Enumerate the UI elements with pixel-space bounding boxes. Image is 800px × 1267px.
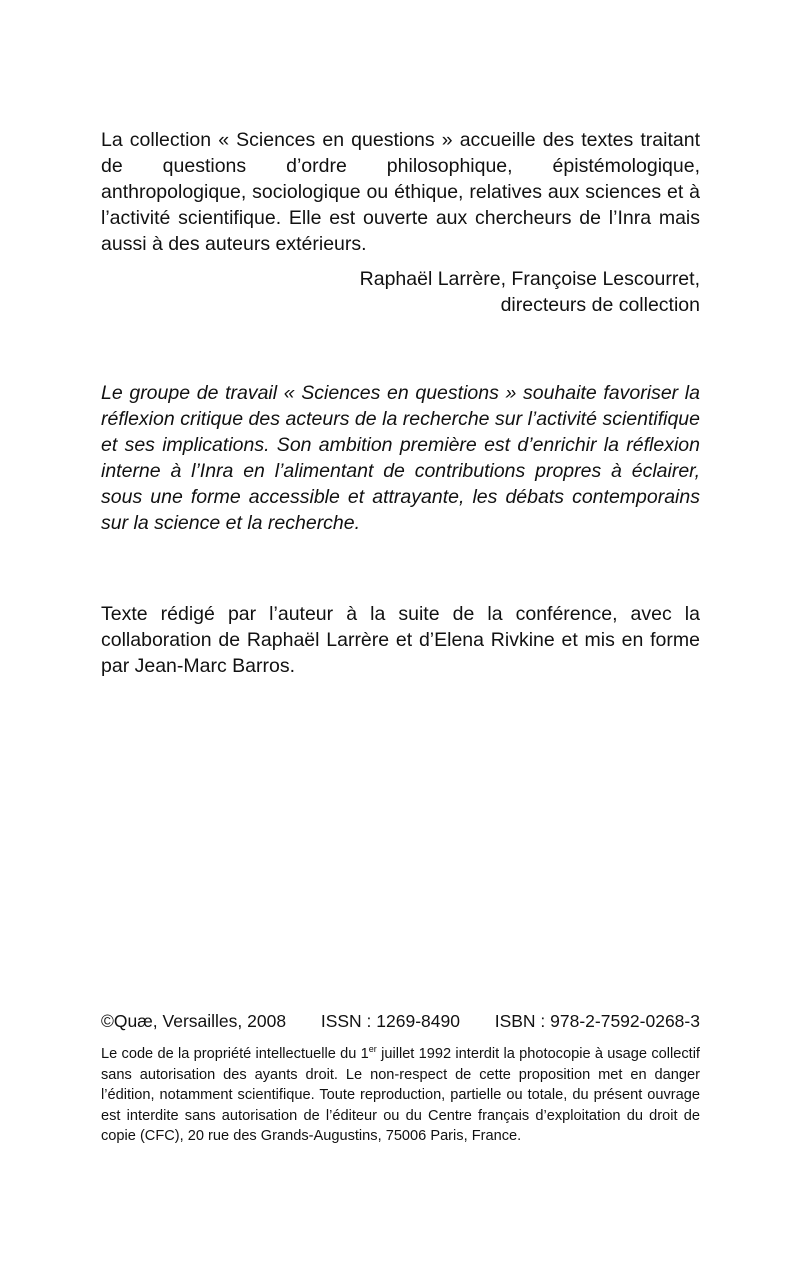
authorship-note-text: Texte rédigé par l’auteur à la suite de la conférence, avec la collaboration de Raphaël Larrère et d’Elena Rivkine et mis en forme par Jean-Marc Barros. — [101, 603, 700, 677]
workgroup-statement — [101, 380, 700, 536]
director-role: directeurs de collection — [500, 294, 700, 316]
legal-notice-part1: Le code de la propriété intellectuelle du 1 — [101, 1046, 369, 1062]
director-names: Raphaël Larrère, Françoise Lescourret, — [359, 268, 700, 290]
copyright-notice: ©Quæ, Versailles, 2008 — [101, 1011, 287, 1031]
legal-notice-part2: juillet 1992 interdit la photocopie à usage collectif sans autorisation des ayants droit. Le non-respect de cette proposition met en danger l’édition, notamment scientifique. Toute reproduction, partielle ou totale, du présent ouvrage est interdite sans autorisation de l’éditeur ou du Centre français d’exploitation du droit de copie (CFC), 20 rue des Grands-Augustins, 75006 Paris, France. — [101, 1046, 700, 1144]
collection-description — [101, 127, 700, 257]
imprint-line — [101, 1008, 700, 1034]
collection-description-text: La collection « Sciences en questions » accueille des textes traitant de questions d’ordre philosophique, épistémologique, anthropologique, sociologique ou éthique, relatives aux sciences et à l’activité scientifique. Elle est ouverte aux chercheurs de l’Inra mais aussi à des auteurs extérieurs. — [101, 129, 700, 255]
authorship-note — [101, 601, 700, 679]
issn-number: ISSN : 1269-8490 — [320, 1011, 460, 1031]
collection-directors — [101, 266, 700, 318]
legal-notice-superscript: er — [368, 1044, 377, 1055]
workgroup-statement-text: Le groupe de travail « Sciences en questions » souhaite favoriser la réflexion critique des acteurs de la recherche sur l’activité scientifique et ses implications. Son ambition première est d’enrichir la réflexion interne à l’Inra en l’alimentant de contributions propres à éclairer, sous une forme accessible et attrayante, les débats contemporains sur la science et la recherche. — [101, 382, 700, 534]
legal-notice — [101, 1044, 700, 1147]
isbn-number: ISBN : 978-2-7592-0268-3 — [494, 1011, 700, 1031]
